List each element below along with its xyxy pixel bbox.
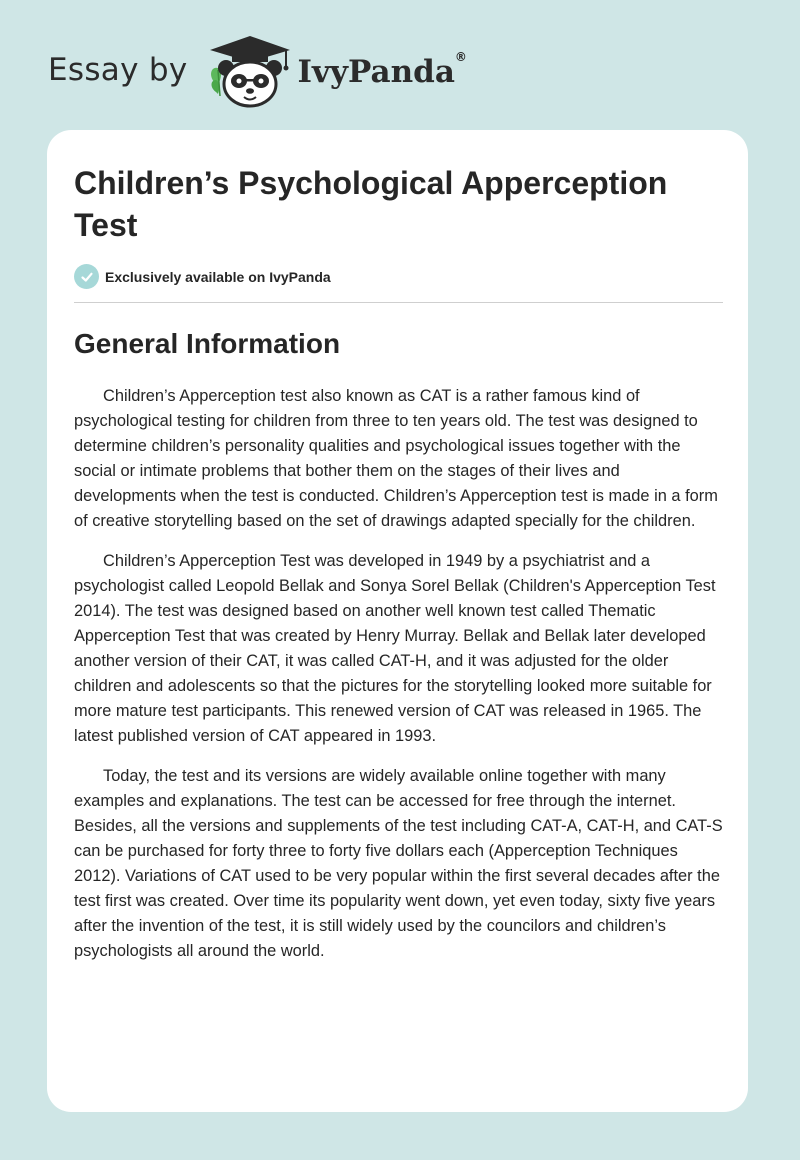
exclusive-badge-label: Exclusively available on IvyPanda [105, 268, 331, 285]
divider [74, 302, 723, 303]
brand-name[interactable] [297, 49, 467, 90]
check-circle-icon [74, 264, 99, 289]
panda-graduate-icon[interactable] [206, 30, 294, 110]
essay-by-label: Essay by [48, 52, 188, 88]
site-header [48, 30, 467, 110]
essay-card [47, 130, 748, 1112]
paragraph: Children’s Apperception Test was developed in 1949 by a psychiatrist and a psychologist called Leopold Bellak and Sonya Sorel Bellak (Children's Apperception Test 2014). The test was designed based on another well known test called Thematic Apperception Test that was created by Henry Murray. Bellak and Bellak later developed another version of their CAT, it was called CAT-H, and it was adjusted for the older children and adolescents so that the pictures for the storytelling looked more suitable for more mature test participants. This renewed version of CAT was released in 1965. The latest published version of CAT appeared in 1993. [74, 552, 716, 745]
section-heading: General Information [74, 328, 341, 359]
essay-body [74, 384, 726, 979]
registered-mark: ® [454, 49, 467, 64]
exclusive-badge [74, 264, 331, 289]
paragraph: Today, the test and its versions are widely available online together with many examples and explanations. The test can be accessed for free through the internet. Besides, all the versions and supplements of the test including CAT-A, CAT-H, and CAT-S can be purchased for forty three to forty five dollars each (Apperception Techniques 2012). Variations of CAT used to be very popular within the first several decades after the test first was created. Over time its popularity went down, yet even today, sixty five years after the invention of the test, it is still widely used by the councilors and children’s psychologists all around the world. [74, 767, 723, 960]
brand-text: IvyPanda [297, 54, 455, 90]
page-title: Children’s Psychological Apperception Test [74, 165, 668, 243]
paragraph: Children’s Apperception test also known as CAT is a rather famous kind of psychological testing for children from three to ten years old. The test was designed to determine children’s personality qualities and psychological issues together with the social or intimate problems that bother them on the stages of their lives and developments when the test is conducted. Children’s Apperception test is made in a form of creative storytelling based on the set of drawings adapted specially for the children. [74, 387, 718, 530]
